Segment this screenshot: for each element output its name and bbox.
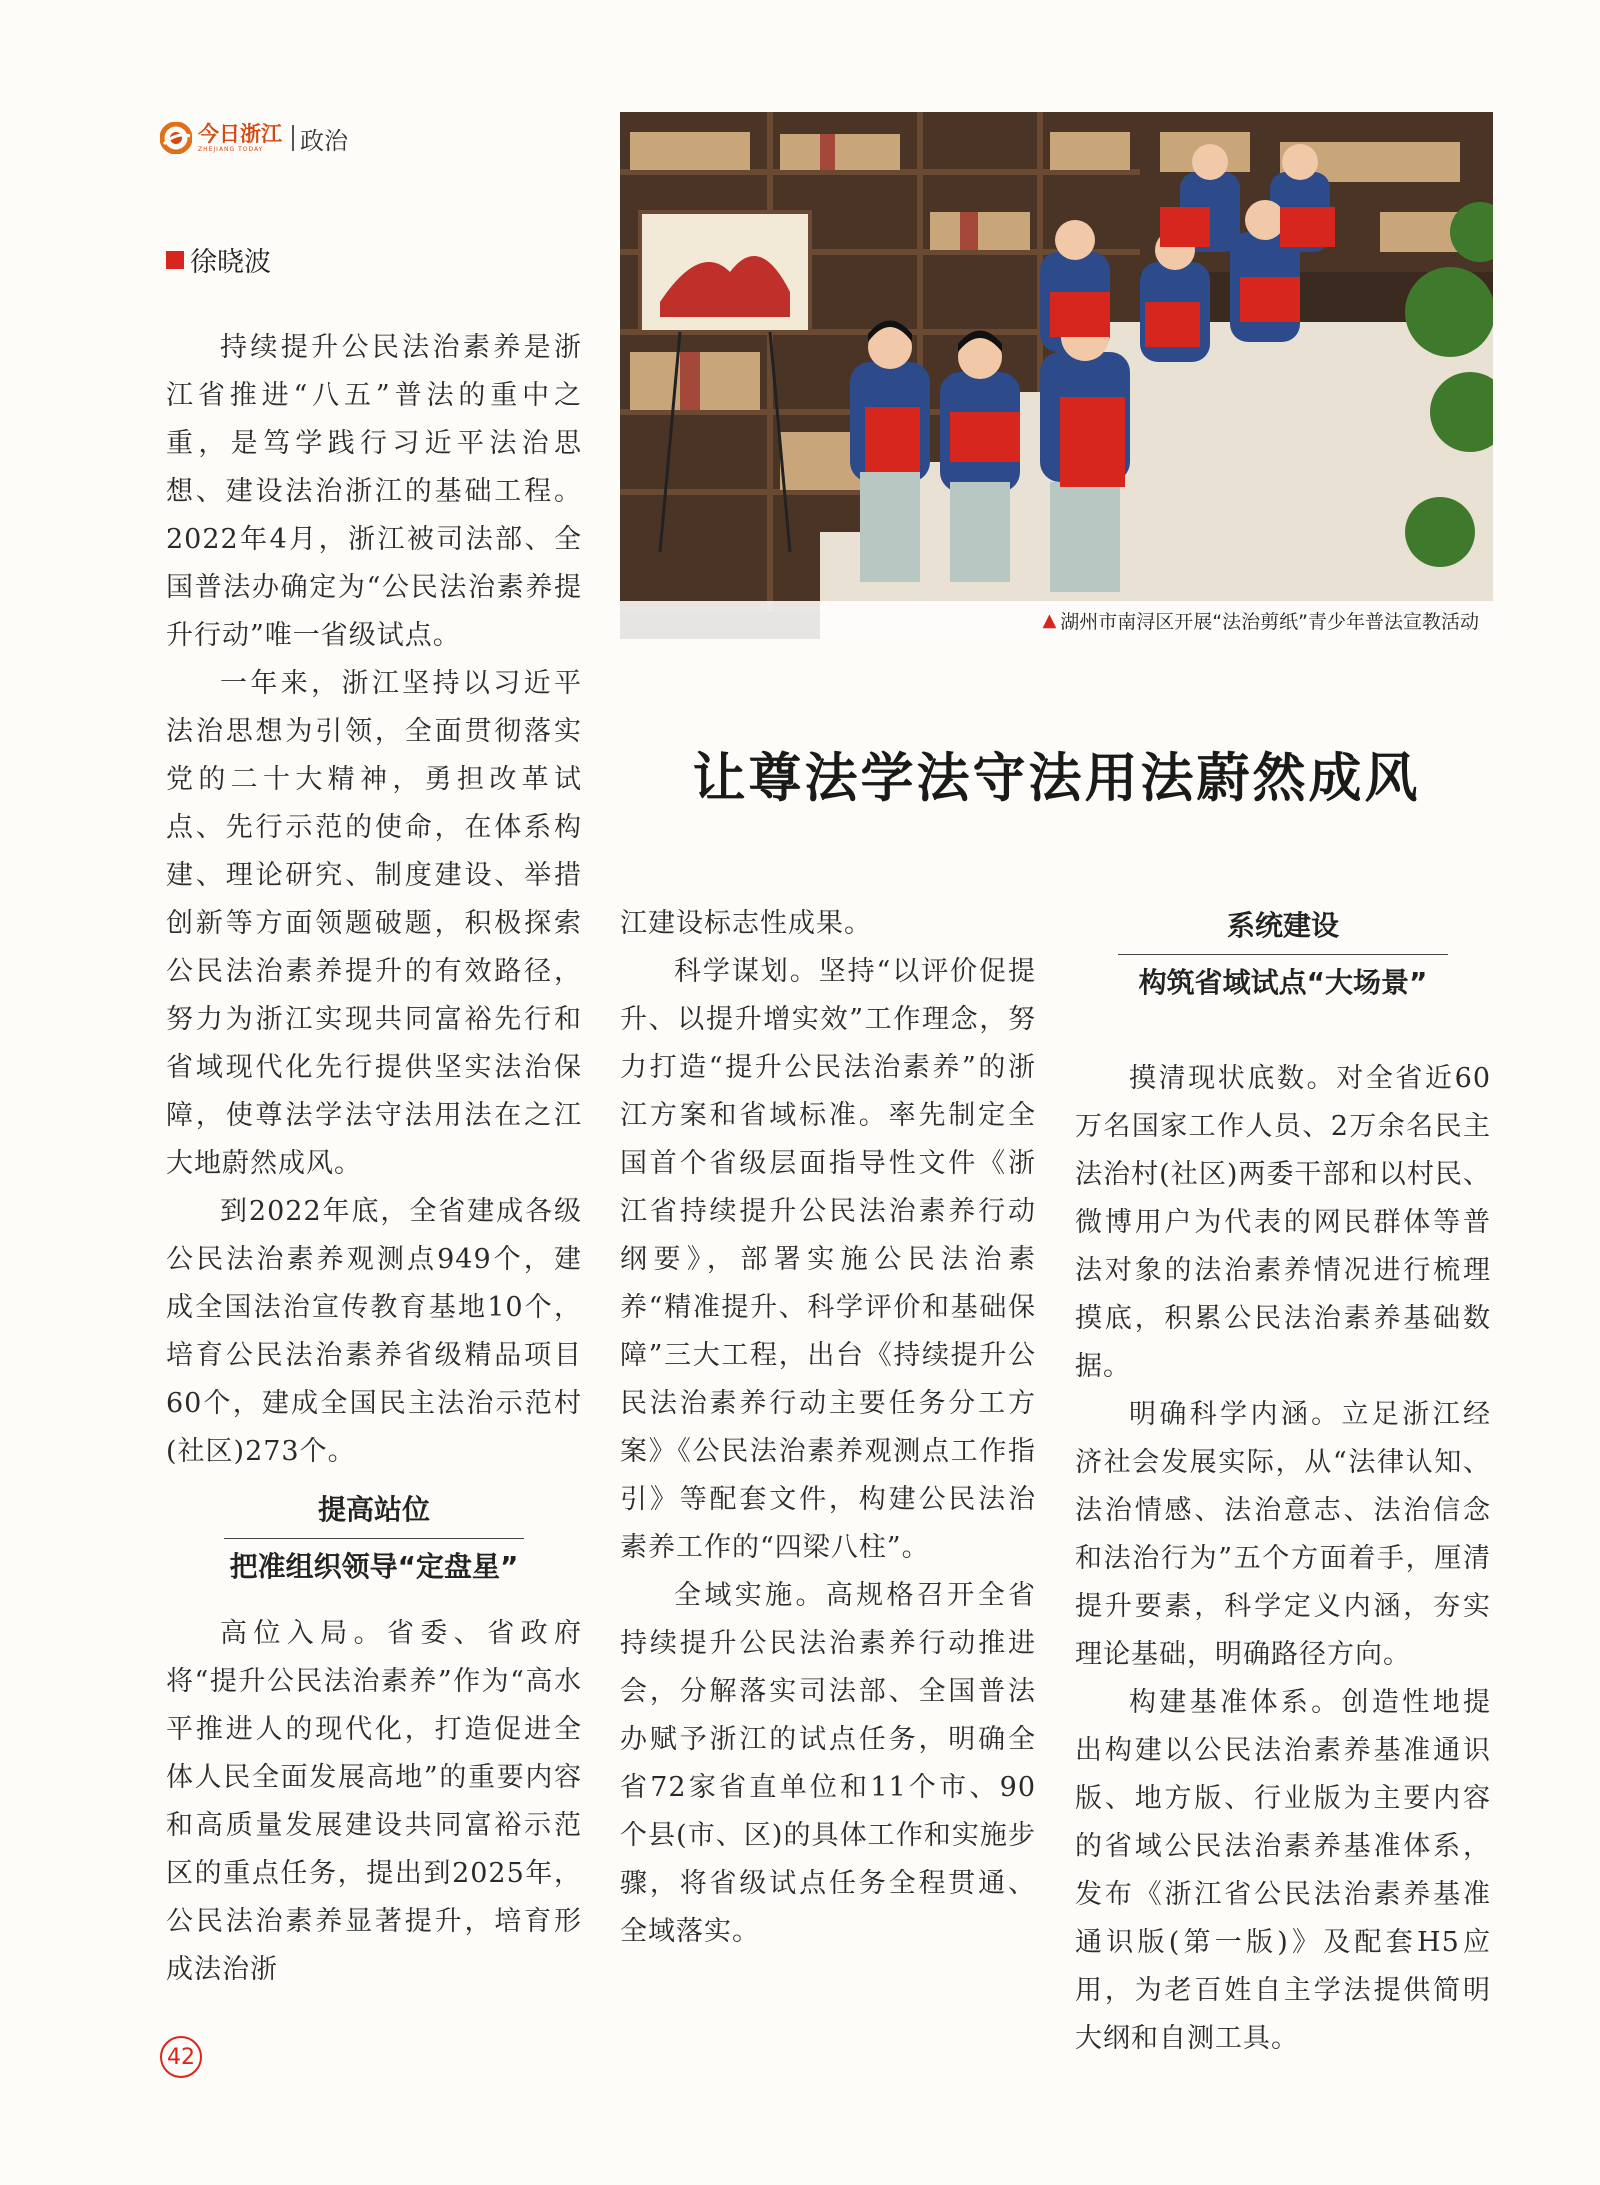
subheading-1	[166, 1490, 582, 1587]
paragraph: 持续提升公民法治素养是浙江省推进“八五”普法的重中之重，是笃学践行习近平法治思想、建设法治浙江的基础工程。2022年4月，浙江被司法部、全国普法办确定为“公民法治素养提升行动”唯一省级试点。	[166, 332, 582, 651]
subheading-title: 系统建设	[1226, 909, 1339, 942]
article-column-3	[1075, 1055, 1491, 2063]
logo-english: ZHEJIANG TODAY	[198, 145, 264, 153]
subheading-subtitle: 把准组织领导“定盘星”	[229, 1550, 519, 1583]
article-column-2	[620, 900, 1036, 1956]
subheading-title: 提高站位	[317, 1493, 430, 1526]
paragraph: 明确科学内涵。立足浙江经济社会发展实际，从“法律认知、法治情感、法治意志、法治信念和法治行为”五个方面着手，厘清提升要素，科学定义内涵，夯实理论基础，明确路径方向。	[1075, 1399, 1491, 1670]
header-divider	[292, 125, 294, 151]
red-square-icon	[166, 251, 184, 269]
logo-icon	[160, 122, 192, 154]
byline	[166, 240, 271, 279]
paragraph: 全域实施。高规格召开全省持续提升公民法治素养行动推进会，分解落实司法部、全国普法办赋予浙江的试点任务，明确全省72家省直单位和11个市、90个县(市、区)的具体工作和实施步骤，将省级试点任务全程贯通、全域落实。	[620, 1580, 1036, 1947]
masthead	[160, 118, 348, 158]
article-photo	[620, 112, 1493, 639]
photo-illustration	[620, 112, 1493, 639]
article-column-1-continued	[166, 1610, 582, 1994]
paragraph: 构建基准体系。创造性地提出构建以公民法治素养基准通识版、地方版、行业版为主要内容的省域公民法治素养基准体系，发布《浙江省公民法治素养基准通识版(第一版)》及配套H5应用，为老百姓自主学法提供简明大纲和自测工具。	[1075, 1687, 1491, 2054]
caption-triangle-icon: ▲	[1042, 609, 1057, 631]
article-column-1	[166, 324, 582, 1476]
page-number: 42	[160, 2036, 202, 2078]
paragraph: 一年来，浙江坚持以习近平法治思想为引领，全面贯彻落实党的二十大精神，勇担改革试点、先行示范的使命，在体系构建、理论研究、制度建设、举措创新等方面领题破题，积极探索公民法治素养提升的有效路径，努力为浙江实现共同富裕先行和省域现代化先行提供坚实法治保障，使尊法学法守法用法在之江大地蔚然成风。	[166, 668, 582, 1179]
subheading-rule	[1118, 954, 1448, 955]
logo-text	[198, 121, 282, 153]
subheading-2	[1075, 906, 1491, 1003]
article-headline: 让尊法学法守法用法蔚然成风	[692, 747, 1421, 809]
photo-caption	[620, 601, 1493, 639]
section-name: 政治	[300, 126, 348, 155]
paragraph: 高位入局。省委、省政府将“提升公民法治素养”作为“高水平推进人的现代化，打造促进全体人民全面发展高地”的重要内容和高质量发展建设共同富裕示范区的重点任务，提出到2025年，公民法治素养显著提升，培育形成法治浙	[166, 1618, 582, 1985]
paragraph: 科学谋划。坚持“以评价促提升、以提升增实效”工作理念，努力打造“提升公民法治素养”的浙江方案和省域标准。率先制定全国首个省级层面指导性文件《浙江省持续提升公民法治素养行动纲要》，部署实施公民法治素养“精准提升、科学评价和基础保障”三大工程，出台《持续提升公民法治素养行动主要任务分工方案》《公民法治素养观测点工作指引》等配套文件，构建公民法治素养工作的“四梁八柱”。	[620, 956, 1036, 1563]
caption-text: 湖州市南浔区开展“法治剪纸”青少年普法宣教活动	[1060, 610, 1479, 633]
author-name: 徐晓波	[190, 247, 271, 278]
paragraph: 到2022年底，全省建成各级公民法治素养观测点949个，建成全国法治宣传教育基地10个，培育公民法治素养省级精品项目60个，建成全国民主法治示范村(社区)273个。	[166, 1196, 582, 1467]
paragraph: 摸清现状底数。对全省近60万名国家工作人员、2万余名民主法治村(社区)两委干部和以村民、微博用户为代表的网民群体等普法对象的法治素养情况进行梳理摸底，积累公民法治素养基础数据。	[1075, 1063, 1491, 1382]
subheading-rule	[224, 1538, 524, 1539]
subheading-subtitle: 构筑省域试点“大场景”	[1138, 966, 1428, 999]
paragraph: 江建设标志性成果。	[620, 908, 872, 939]
logo-chinese: 今日浙江	[198, 121, 282, 146]
